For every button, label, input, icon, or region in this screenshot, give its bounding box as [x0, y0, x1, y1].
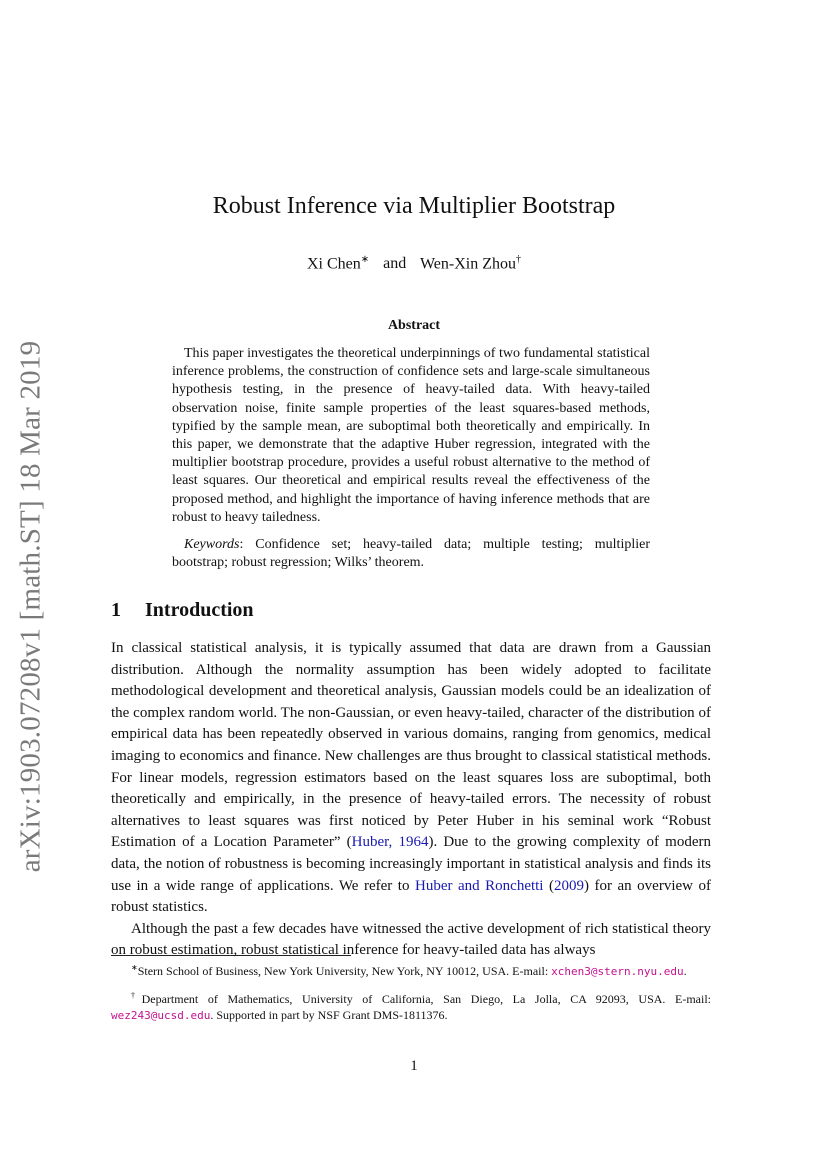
paragraph-text: In classical statistical analysis, it is typically assumed that data are drawn from a Gaussian distribution. Although the normality assumption has been widely adopted to facilitate methodological development and theoretical analysis, Gaussian models could be an idealization of the complex random world. The non-Gaussian, or even heavy-tailed, character of the distribution of empirical data has been repeatedly observed in various domains, ranging from genomics, medical imaging to economics and finance. New challenges are thus brought to classical statistical methods. For linear models, regression estimators based on the least squares loss are suboptimal, both theoretically and empirically, in the presence of heavy-tailed errors. The necessity of robust alternatives to least squares was first noticed by Peter Huber in his seminal work “Robust Estimation of a Location Parameter” ( [111, 640, 711, 851]
paragraph-text: ). Due to the growing complexity of modern data, the notion of robustness is becoming increasingly important in statistical analysis and finds its use in a wide range of applications. We refer to [111, 834, 712, 894]
keywords [172, 536, 650, 572]
citation-year: 1964 [398, 834, 429, 851]
footnote-text: . [683, 964, 687, 978]
abstract-heading: Abstract [387, 318, 441, 333]
paragraph: Although the past a few decades have witnessed the active development of rich statistical theory on robust estimation, robust statistical inference for heavy-tailed data has always [111, 920, 711, 959]
footnote [111, 960, 711, 980]
paper-title: Robust Inference via Multiplier Bootstrap [212, 193, 616, 219]
citation-link[interactable]: Huber and Ronchetti [414, 877, 544, 894]
page-number: 1 [410, 1058, 418, 1074]
footnote-text: Department of Mathematics, University of California, San Diego, La Jolla, CA 92093, USA. E-mail: [141, 992, 712, 1006]
paragraph [111, 638, 711, 919]
body-text [111, 638, 711, 962]
citation-link[interactable] [352, 834, 429, 850]
footnote-text: . Supported in part by NSF Grant DMS-1811376. [210, 1008, 448, 1022]
citation-separator: ( [543, 877, 554, 894]
keywords-label: Keywords [184, 537, 240, 552]
citation-author: Huber [351, 834, 389, 851]
footnote-mark: † [516, 254, 522, 265]
author-name: Wen-Xin Zhou [419, 255, 517, 273]
arxiv-identifier: arXiv:1903.07208v1 [math.ST] 18 Mar 2019 [14, 340, 47, 872]
arxiv-side-stamp [10, 340, 52, 872]
author-line [0, 254, 828, 273]
section-number: 1 [111, 599, 121, 621]
footnote-mark: † [131, 991, 142, 1000]
paragraph-text: ) for an overview of robust statistics. [111, 877, 712, 916]
footnote-mark: ∗ [131, 963, 138, 972]
author-conjunction: and [383, 255, 407, 273]
section-heading [111, 599, 254, 622]
footnote-rule [111, 955, 351, 956]
author-name: Xi Chen [306, 255, 361, 273]
section-title: Introduction [145, 599, 254, 621]
keywords-list: : Confidence set; heavy-tailed data; multiple testing; multiplier bootstrap; robust regression; Wilks’ theorem. [172, 537, 650, 571]
footnote-mark: ∗ [360, 254, 370, 265]
footnotes [111, 960, 711, 1024]
citation-separator: , [388, 834, 399, 851]
footnote-text: Stern School of Business, New York University, New York, NY 10012, USA. E-mail: [137, 964, 552, 978]
email-link[interactable]: wez243@ucsd.edu [111, 1009, 211, 1022]
abstract-text: This paper investigates the theoretical underpinnings of two fundamental statistical inference problems, the construction of confidence sets and large-scale simultaneous hypothesis testing, in the presence of heavy-tailed data. With heavy-tailed observation noise, finite sample properties of the least squares-based methods, typified by the sample mean, are suboptimal both theoretically and empirically. In this paper, we demonstrate that the adaptive Huber regression, integrated with the multiplier bootstrap procedure, provides a useful robust alternative to the method of least squares. Our theoretical and empirical results reveal the effectiveness of the proposed method, and highlight the importance of having inference methods that are robust to heavy tailedness. [172, 346, 650, 525]
email-link[interactable]: xchen3@stern.nyu.edu [551, 965, 684, 978]
citation-year-link[interactable]: 2009 [554, 877, 584, 894]
footnote [111, 988, 711, 1024]
